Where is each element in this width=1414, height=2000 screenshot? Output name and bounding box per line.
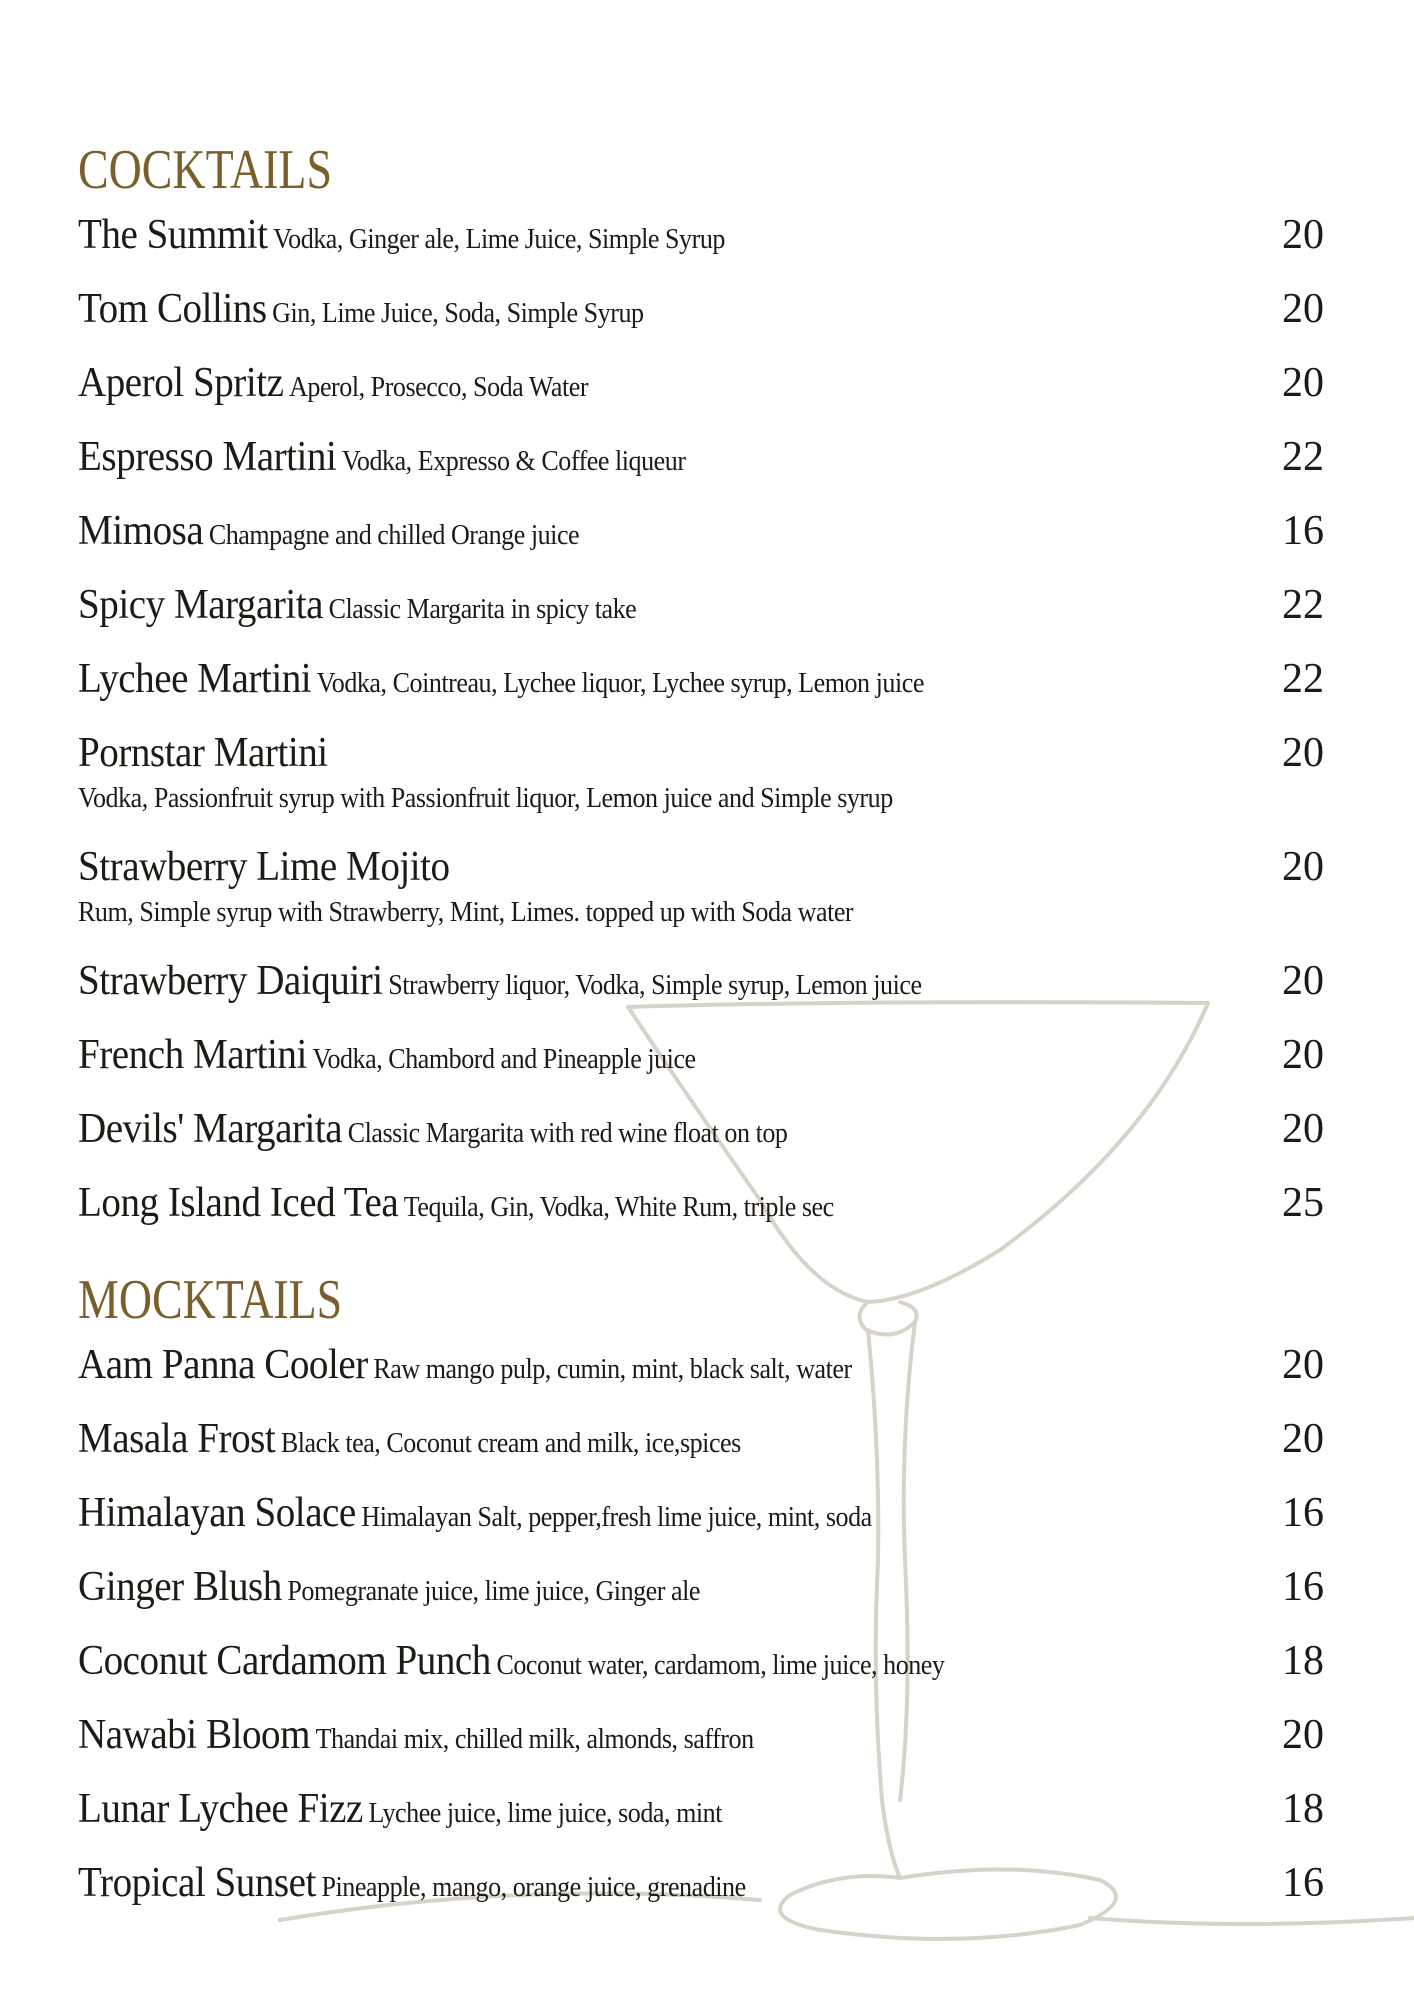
item-name: Masala Frost [78,1416,276,1462]
item-price: 20 [1282,286,1324,332]
item-price: 22 [1282,582,1324,628]
item-price: 20 [1282,1032,1324,1078]
item-price: 25 [1282,1180,1324,1226]
item-description: Strawberry liquor, Vodka, Simple syrup, Lemon juice [388,970,922,1001]
menu-item-long-island-iced-tea [78,1170,1348,1244]
item-name: Spicy Margarita [78,582,324,628]
item-description: Classic Margarita in spicy take [328,594,637,625]
item-name: Nawabi Bloom [78,1712,311,1758]
menu-item-spicy-margarita [78,572,1348,646]
section-title-mocktails: MOCKTAILS [78,1269,343,1331]
item-price: 16 [1282,1490,1324,1536]
menu-item-tom-collins [78,276,1348,350]
menu-item-french-martini [78,1022,1348,1096]
mocktails-list [78,1332,1348,1924]
item-price: 18 [1282,1786,1324,1832]
item-price: 16 [1282,508,1324,554]
item-description: Gin, Lime Juice, Soda, Simple Syrup [272,298,644,329]
item-name: Long Island Iced Tea [78,1180,399,1226]
item-description: Coconut water, cardamom, lime juice, honey [496,1650,945,1681]
item-price: 20 [1282,1712,1324,1758]
cocktails-section [78,140,1348,1244]
item-description: Himalayan Salt, pepper,fresh lime juice, mint, soda [361,1502,872,1533]
item-price: 20 [1282,360,1324,406]
item-name: Devils' Margarita [78,1106,343,1152]
item-price: 20 [1282,212,1324,258]
item-name: The Summit [78,212,268,258]
item-description: Thandai mix, chilled milk, almonds, saffron [315,1724,754,1755]
item-description: Tequila, Gin, Vodka, White Rum, triple sec [403,1192,834,1223]
item-name: Lunar Lychee Fizz [78,1786,363,1832]
item-price: 20 [1282,730,1324,776]
item-name: Tom Collins [78,286,267,332]
item-price: 22 [1282,434,1324,480]
item-name: Aam Panna Cooler [78,1342,368,1388]
item-price: 20 [1282,844,1324,890]
item-description: Raw mango pulp, cumin, mint, black salt, water [373,1354,852,1385]
item-description: Champagne and chilled Orange juice [208,520,580,551]
item-name: Strawberry Lime Mojito [78,844,450,890]
item-name: Aperol Spritz [78,360,284,406]
menu-item-strawberry-daiquiri [78,948,1348,1022]
item-name: Mimosa [78,508,204,554]
item-description: Classic Margarita with red wine float on top [347,1118,788,1149]
item-price: 16 [1282,1564,1324,1610]
item-price: 20 [1282,958,1324,1004]
menu-item-tropical-sunset [78,1850,1348,1924]
item-description: Aperol, Prosecco, Soda Water [289,372,589,403]
item-name: Himalayan Solace [78,1490,356,1536]
menu-item-masala-frost [78,1406,1348,1480]
item-description: Vodka, Cointreau, Lychee liquor, Lychee syrup, Lemon juice [316,668,924,699]
menu-item-ginger-blush [78,1554,1348,1628]
item-name: Lychee Martini [78,656,312,702]
menu-item-nawabi-bloom [78,1702,1348,1776]
item-description: Black tea, Coconut cream and milk, ice,spices [280,1428,741,1459]
item-description: Pineapple, mango, orange juice, grenadine [321,1872,746,1903]
item-name: French Martini [78,1032,307,1078]
menu-item-mimosa [78,498,1348,572]
item-name: Ginger Blush [78,1564,282,1610]
item-description: Rum, Simple syrup with Strawberry, Mint, Limes. topped up with Soda water [78,897,854,928]
item-name: Pornstar Martini [78,730,328,776]
menu-item-lunar-lychee-fizz [78,1776,1348,1850]
item-description: Vodka, Ginger ale, Lime Juice, Simple Syrup [273,224,725,255]
item-description: Vodka, Chambord and Pineapple juice [312,1044,696,1075]
cocktails-list [78,202,1348,1244]
menu-item-himalayan-solace [78,1480,1348,1554]
item-price: 16 [1282,1860,1324,1906]
menu-item-aperol-spritz [78,350,1348,424]
menu-item-the-summit [78,202,1348,276]
item-name: Strawberry Daiquiri [78,958,383,1004]
item-price: 20 [1282,1342,1324,1388]
menu-item-coconut-cardamom-punch [78,1628,1348,1702]
item-name: Tropical Sunset [78,1860,316,1906]
item-description: Pomegranate juice, lime juice, Ginger ale [287,1576,700,1607]
item-price: 22 [1282,656,1324,702]
item-name: Coconut Cardamom Punch [78,1638,491,1684]
menu-item-devils-margarita [78,1096,1348,1170]
item-price: 18 [1282,1638,1324,1684]
item-description: Vodka, Passionfruit syrup with Passionfruit liquor, Lemon juice and Simple syrup [78,783,893,814]
item-price: 20 [1282,1416,1324,1462]
section-title-cocktails: COCKTAILS [78,139,332,201]
menu-item-aam-panna-cooler [78,1332,1348,1406]
item-price: 20 [1282,1106,1324,1152]
item-description: Lychee juice, lime juice, soda, mint [368,1798,722,1829]
menu-item-lychee-martini [78,646,1348,720]
menu-item-pornstar-martini [78,720,1348,834]
item-name: Espresso Martini [78,434,337,480]
item-description: Vodka, Expresso & Coffee liqueur [341,446,686,477]
mocktails-section [78,1270,1348,1924]
menu-item-strawberry-lime-mojito [78,834,1348,948]
menu-item-espresso-martini [78,424,1348,498]
